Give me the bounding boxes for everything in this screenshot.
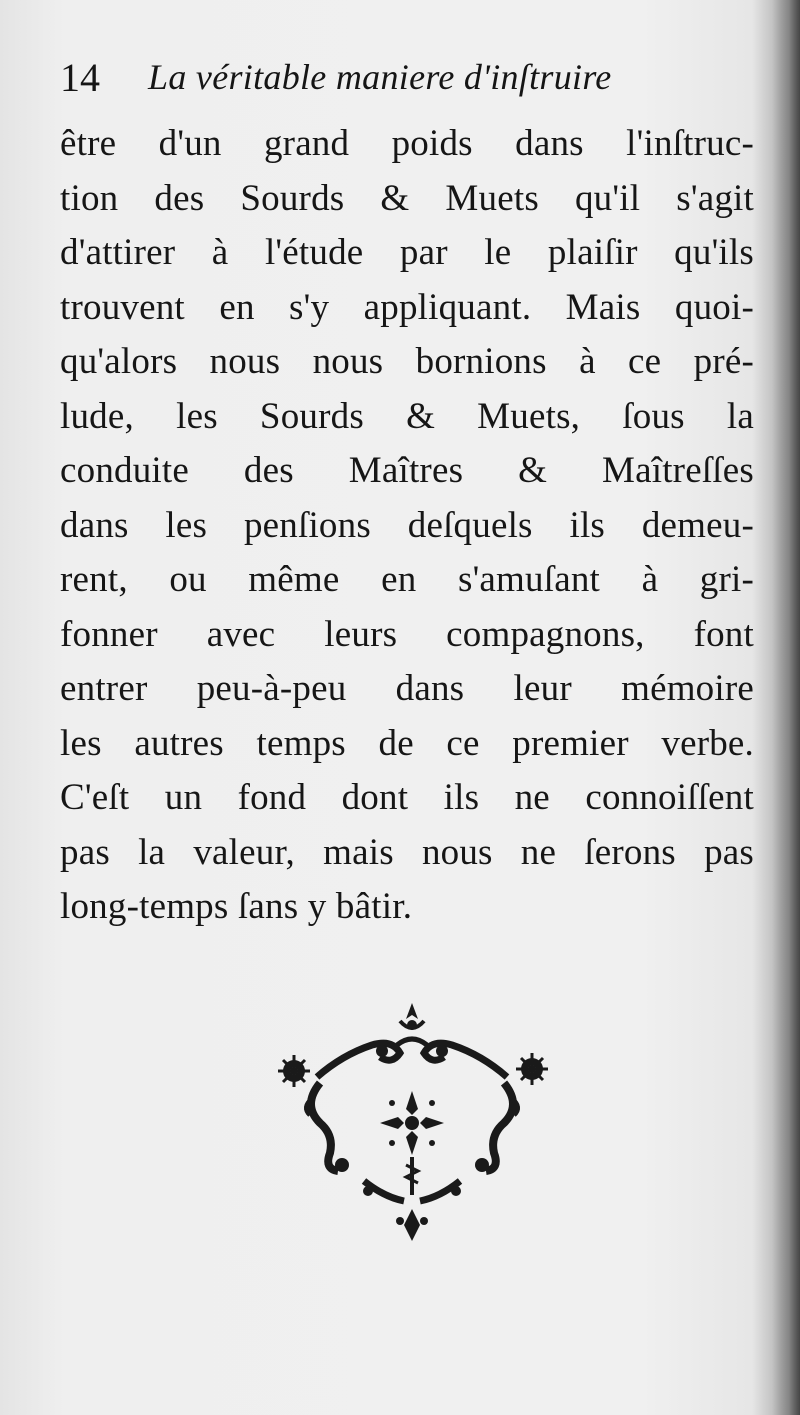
text-line-last: long-temps ſans y bâtir. <box>60 886 413 927</box>
text-line: être d'un grand poids dans l'inſtruc- <box>60 123 754 164</box>
text-line: tion des Sourds & Muets qu'il s'agit <box>60 177 754 219</box>
text-line: dans les penſions deſquels ils demeu- <box>60 504 754 546</box>
text-line: pas la valeur, mais nous ne ſerons pas <box>60 831 754 873</box>
text-line: trouvent en s'y appliquant. Mais quoi- <box>60 286 754 328</box>
page-number: 14 <box>60 55 100 100</box>
text-line: qu'alors nous nous bornions à ce pré- <box>60 341 754 382</box>
body-text <box>60 117 754 935</box>
running-head <box>60 50 750 106</box>
text-line: lude, les Sourds & Muets, ſous la <box>60 395 754 437</box>
text-line: C'eſt un fond dont ils ne connoiſſent <box>60 777 754 818</box>
text-line: d'attirer à l'étude par le plaiſir qu'ils <box>60 232 754 273</box>
text-line: entrer peu-à-peu dans leur mémoire <box>60 668 754 709</box>
text-line: fonner avec leurs compagnons, font <box>60 613 754 655</box>
page-gutter-shadow <box>772 0 800 1415</box>
running-title: La véritable maniere d'inſtruire <box>148 57 612 97</box>
text-line: conduite des Maîtres & Maîtreſſes <box>60 450 754 491</box>
fleuron-cartouche-icon <box>272 995 552 1250</box>
text-line: les autres temps de ce premier verbe. <box>60 722 754 764</box>
text-line: rent, ou même en s'amuſant à gri- <box>60 559 754 600</box>
